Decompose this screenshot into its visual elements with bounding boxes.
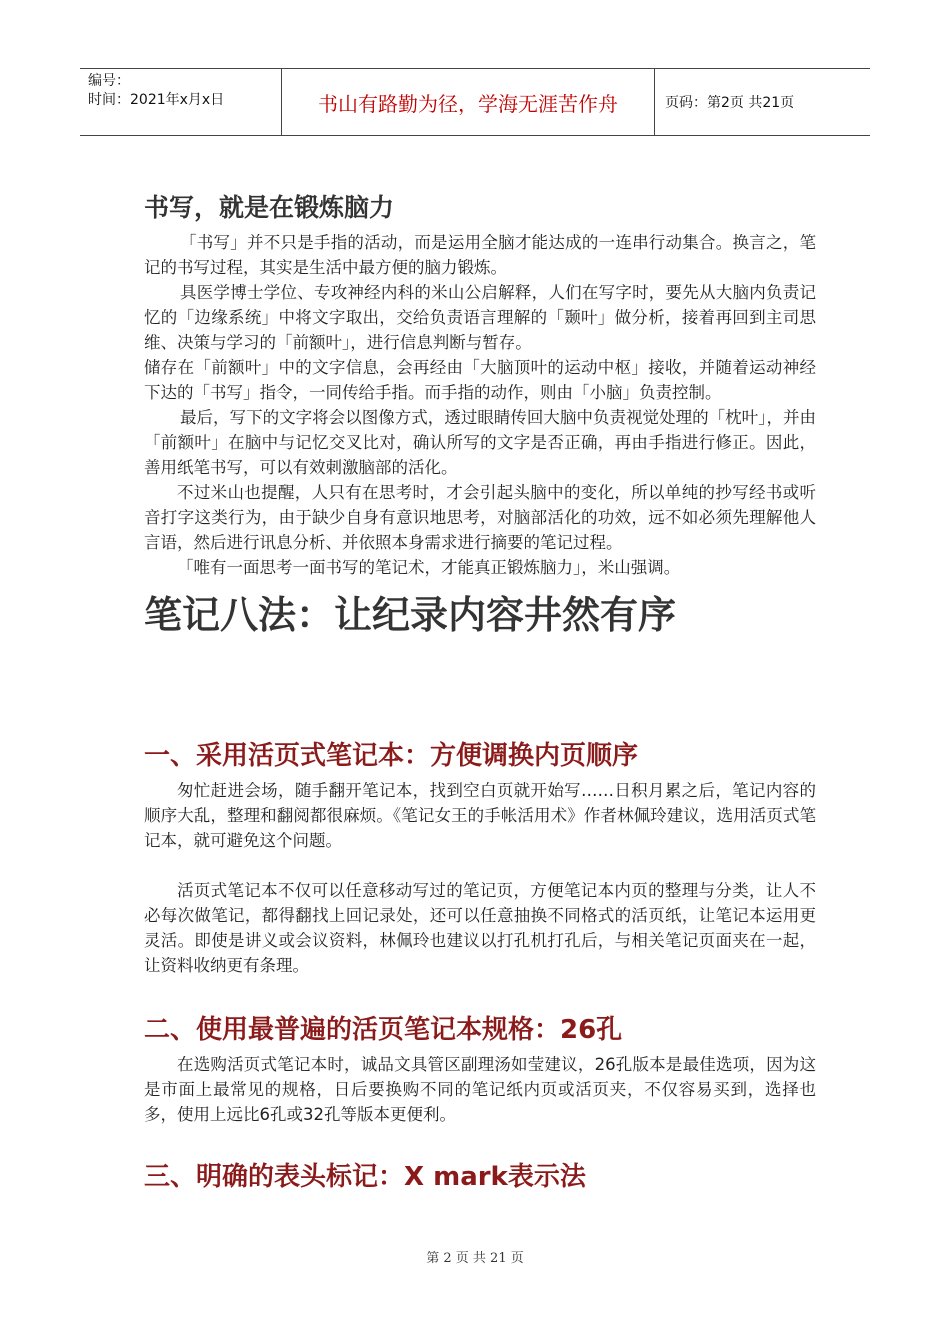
document-number-label: 编号： xyxy=(88,73,130,89)
header-meta-cell xyxy=(80,69,282,135)
page-footer: 第 2 页 共 21 页 xyxy=(426,1251,524,1266)
paragraph: 活页式笔记本不仅可以任意移动写过的笔记页，方便笔记本内页的整理与分类，让人不必每次做笔记，都得翻找上回记录处，还可以任意抽换不同格式的活页纸，让笔记本运用更灵活。即使是讲义或会议资料，林佩玲也建议以打孔机打孔后，与相关笔记页面夹在一起，让资料收纳更有条理。 xyxy=(144,881,816,975)
paragraph: 在选购活页式笔记本时，诚品文具管区副理汤如莹建议，26孔版本是最佳选项，因为这是市面上最常见的规格，日后要换购不同的笔记纸内页或活页夹，不仅容易买到，选择也多，使用上远比6孔或32孔等版本更便利。 xyxy=(144,1055,816,1124)
subsection-title-3: 三、明确的表头标记：X mark表示法 xyxy=(144,1162,586,1192)
paragraph: 储存在「前额叶」中的文字信息，会再经由「大脑顶叶的运动中枢」接收，并随着运动神经下达的「书写」指令，一同传给手指。而手指的动作，则由「小脑」负责控制。 xyxy=(144,358,816,402)
paragraph: 不过米山也提醒，人只有在思考时，才会引起头脑中的变化，所以单纯的抄写经书或听音打字这类行为，由于缺少自身有意识地思考，对脑部活化的功效，远不如必须先理解他人言语，然后进行讯息分析、并依照本身需求进行摘要的笔记过程。 xyxy=(144,483,816,552)
paragraph: 「书写」并不只是手指的活动，而是运用全脑才能达成的一连串行动集合。换言之，笔记的书写过程，其实是生活中最方便的脑力锻炼。 xyxy=(144,233,816,277)
paragraph: 最后，写下的文字将会以图像方式，透过眼睛传回大脑中负责视觉处理的「枕叶」，并由「前额叶」在脑中与记忆交叉比对，确认所写的文字是否正确，再由手指进行修正。因此，善用纸笔书写，可以有效刺激脑部的活化。 xyxy=(144,408,816,477)
section-title-writing: 书写，就是在锻炼脑力 xyxy=(144,193,395,222)
header-page-info: 页码：第2页 共21页 xyxy=(665,95,795,111)
paragraph: 具医学博士学位、专攻神经内科的米山公启解释，人们在写字时，要先从大脑内负责记忆的「边缘系统」中将文字取出，交给负责语言理解的「颞叶」做分析，接着再回到主司思维、决策与学习的「前额叶」，进行信息判断与暂存。 xyxy=(144,283,816,352)
subsection-title-1: 一、采用活页式笔记本：方便调换内页顺序 xyxy=(144,741,639,771)
paragraph: 「唯有一面思考一面书写的笔记术，才能真正锻炼脑力」，米山强调。 xyxy=(177,558,681,577)
section-title-eight-methods: 笔记八法：让纪录内容井然有序 xyxy=(144,593,677,637)
subsection-title-2: 二、使用最普遍的活页笔记本规格：26孔 xyxy=(144,1015,623,1045)
header-motto: 书山有路勤为径，学海无涯苦作舟 xyxy=(282,69,655,135)
paragraph: 匆忙赶进会场，随手翻开笔记本，找到空白页就开始写……日积月累之后，笔记内容的顺序大乱，整理和翻阅都很麻烦。《笔记女王的手帐活用术》作者林佩玲建议，选用活页式笔记本，就可避免这个问题。 xyxy=(144,781,816,850)
document-time-label: 时间：2021年x月x日 xyxy=(88,92,225,108)
document-body xyxy=(144,188,816,1197)
page-header xyxy=(80,68,870,136)
